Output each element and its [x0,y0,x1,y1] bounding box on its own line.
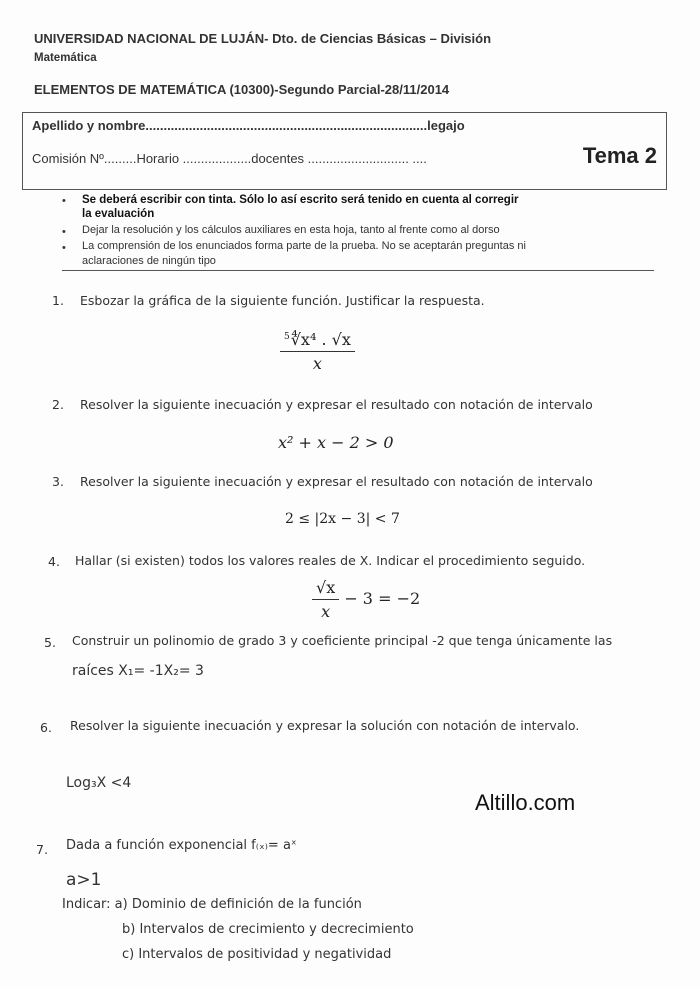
question-7-condition: a>1 [66,870,102,890]
question-number: 1. [52,293,64,308]
instruction: la evaluación [82,208,155,220]
instruction: La comprensión de los enunciados forma parte de la prueba. No se aceptarán preguntas ni [82,240,526,252]
instruction: Dejar la resolución y los cálculos auxiliares en esta hoja, tanto al frente como al dorso [82,224,500,236]
bullet: • [62,226,66,238]
altillo-watermark: Altillo.com [475,790,576,815]
numerator: ∜x⁴ . √x [290,330,351,349]
question-1-text: Esbozar la gráfica de la siguiente función. Justificar la respuesta. [80,293,485,308]
question-7-item-b: b) Intervalos de crecimiento y decrecimiento [122,922,414,937]
question-5-roots: raíces X₁= -1X₂= 3 [72,663,204,679]
question-5-text: Construir un polinomio de grado 3 y coeficiente principal -2 que tenga únicamente las [72,633,613,648]
division-header: Matemática [34,52,97,64]
instruction: Se deberá escribir con tinta. Sólo lo así escrito será tenido en cuenta al corregir [82,194,519,206]
question-2-formula: x² + x − 2 > 0 [278,433,394,452]
question-1-formula [280,330,355,373]
question-7-item-c: c) Intervalos de positividad y negatividad [122,947,392,962]
tema-label: Tema 2 [582,143,657,168]
formula-rest: − 3 = −2 [344,589,421,608]
question-number: 6. [40,720,52,735]
university-header: UNIVERSIDAD NACIONAL DE LUJÁN- Dto. de Ciencias Básicas – División [34,31,492,46]
denominator: x [312,354,322,373]
question-7-item-a: Indicar: a) Dominio de definición de la función [62,897,362,912]
question-4-text: Hallar (si existen) todos los valores reales de X. Indicar el procedimiento seguido. [75,553,586,568]
question-3-text: Resolver la siguiente inecuación y expresar el resultado con notación de intervalo [80,474,593,489]
divider [62,270,654,271]
course-title: ELEMENTOS DE MATEMÁTICA (10300)-Segundo Parcial-28/11/2014 [34,82,450,97]
bullet: • [62,195,66,207]
root-index: 5 [284,331,290,342]
denominator: x [321,602,331,621]
question-number: 4. [48,554,60,569]
question-6-formula: Log₃X <4 [66,775,132,791]
instruction: aclaraciones de ningún tipo [82,255,216,267]
commission-row [32,143,657,169]
question-4-formula [312,578,420,621]
question-6-text: Resolver la siguiente inecuación y expresar la solución con notación de intervalo. [70,718,580,733]
name-field[interactable]: Apellido y nombre..............................................................................legajo [32,118,465,133]
bullet: • [62,242,66,254]
question-7-text: Dada a función exponencial f₍ₓ₎= aˣ [66,838,297,853]
question-number: 7. [36,842,48,857]
commission-field[interactable]: Comisión Nº.........Horario ...................docentes ............................ .... [32,151,427,166]
question-3-formula: 2 ≤ |2x − 3| < 7 [285,511,400,527]
question-number: 5. [44,635,56,650]
question-2-text: Resolver la siguiente inecuación y expresar el resultado con notación de intervalo [80,397,593,412]
question-number: 2. [52,397,64,412]
numerator: √x [312,578,339,600]
question-number: 3. [52,474,64,489]
